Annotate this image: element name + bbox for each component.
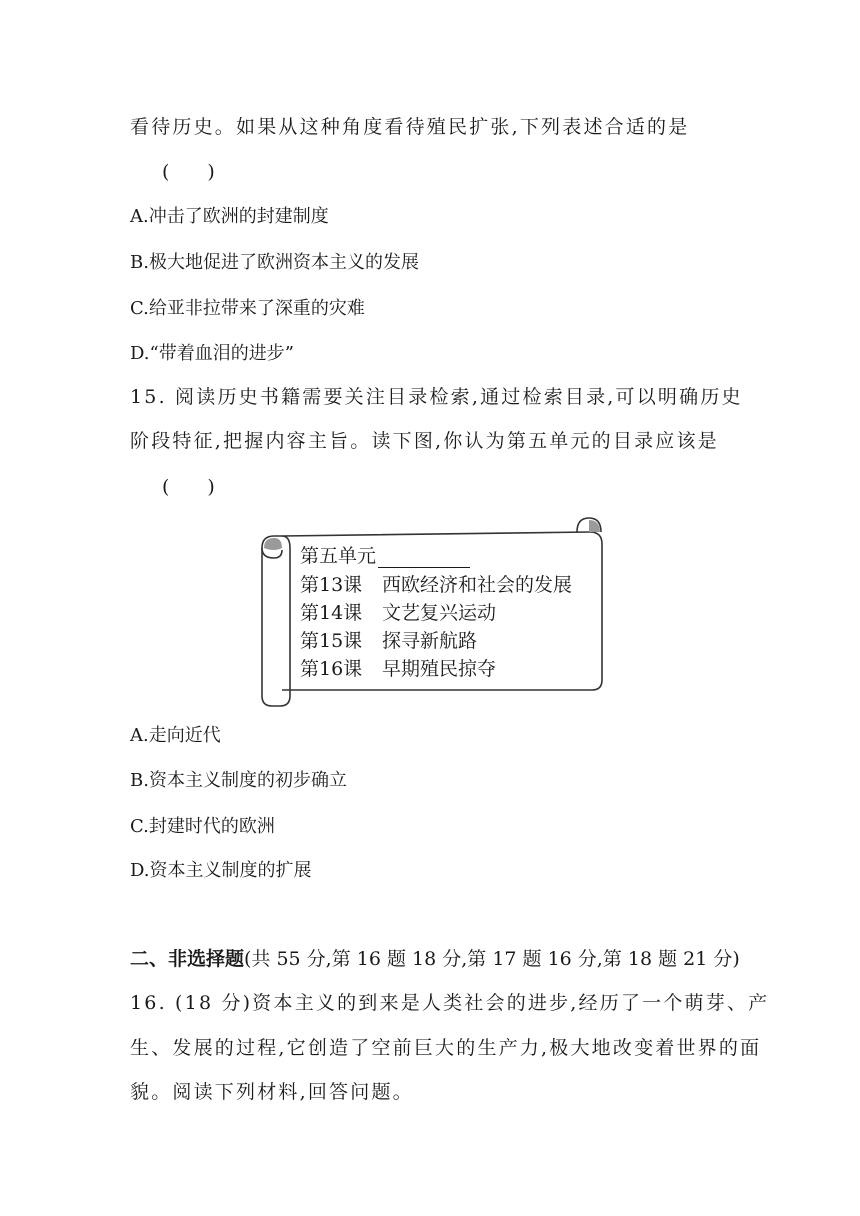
- toc-lesson-13: [300, 573, 572, 597]
- toc-lesson-14: [300, 601, 496, 625]
- q15-option-b: B.资本主义制度的初步确立: [130, 770, 347, 791]
- lesson-title: 文艺复兴运动: [382, 602, 497, 624]
- section-title: 二、非选择题: [130, 948, 245, 970]
- paren-close: ): [207, 476, 215, 498]
- q14-option-a: A.冲击了欧洲的封建制度: [130, 206, 329, 227]
- lesson-title: 探寻新航路: [382, 630, 478, 652]
- q16-stem-line2: 生、发展的过程,它创造了空前巨大的生产力,极大地改变着世界的面: [130, 1037, 762, 1059]
- lesson-title: 早期殖民掠夺: [382, 658, 497, 680]
- lesson-number: 第15课: [300, 630, 363, 652]
- q15-stem-line2: 阶段特征,把握内容主旨。读下图,你认为第五单元的目录应该是: [130, 430, 719, 452]
- paren-open: (: [162, 161, 170, 183]
- q15-option-c: C.封建时代的欧洲: [130, 816, 275, 837]
- toc-unit-title: [300, 544, 470, 568]
- q14-stem-tail: 看待历史。如果从这种角度看待殖民扩张,下列表述合适的是: [130, 116, 690, 138]
- toc-lesson-16: [300, 657, 496, 681]
- q14-option-b: B.极大地促进了欧洲资本主义的发展: [130, 252, 419, 273]
- unit-title-blank: [378, 549, 470, 568]
- lesson-title: 西欧经济和社会的发展: [382, 574, 573, 596]
- paren-close: ): [207, 161, 215, 183]
- lesson-number: 第16课: [300, 658, 363, 680]
- q16-stem-line1: 16. (18 分)资本主义的到来是人类社会的进步,经历了一个萌芽、产: [130, 992, 770, 1014]
- q14-option-c: C.给亚非拉带来了深重的灾难: [130, 298, 365, 319]
- q14-option-d: D.“带着血泪的进步”: [130, 343, 294, 364]
- section-score-note: (共 55 分,第 16 题 18 分,第 17 题 16 分,第 18 题 21 分): [244, 948, 740, 970]
- q15-stem-line1: 15. 阅读历史书籍需要关注目录检索,通过检索目录,可以明确历史: [130, 386, 743, 408]
- section-heading: [130, 946, 740, 972]
- q16-stem-line3: 貌。阅读下列材料,回答问题。: [130, 1081, 414, 1103]
- q15-answer-blank: [162, 474, 215, 500]
- lesson-number: 第14课: [300, 602, 363, 624]
- q15-option-d: D.资本主义制度的扩展: [130, 860, 312, 881]
- lesson-number: 第13课: [300, 574, 363, 596]
- toc-lesson-15: [300, 629, 477, 653]
- q15-option-a: A.走向近代: [130, 725, 221, 746]
- paren-open: (: [162, 476, 170, 498]
- unit-title-text: 第五单元: [300, 545, 377, 567]
- q14-answer-blank: [162, 159, 215, 185]
